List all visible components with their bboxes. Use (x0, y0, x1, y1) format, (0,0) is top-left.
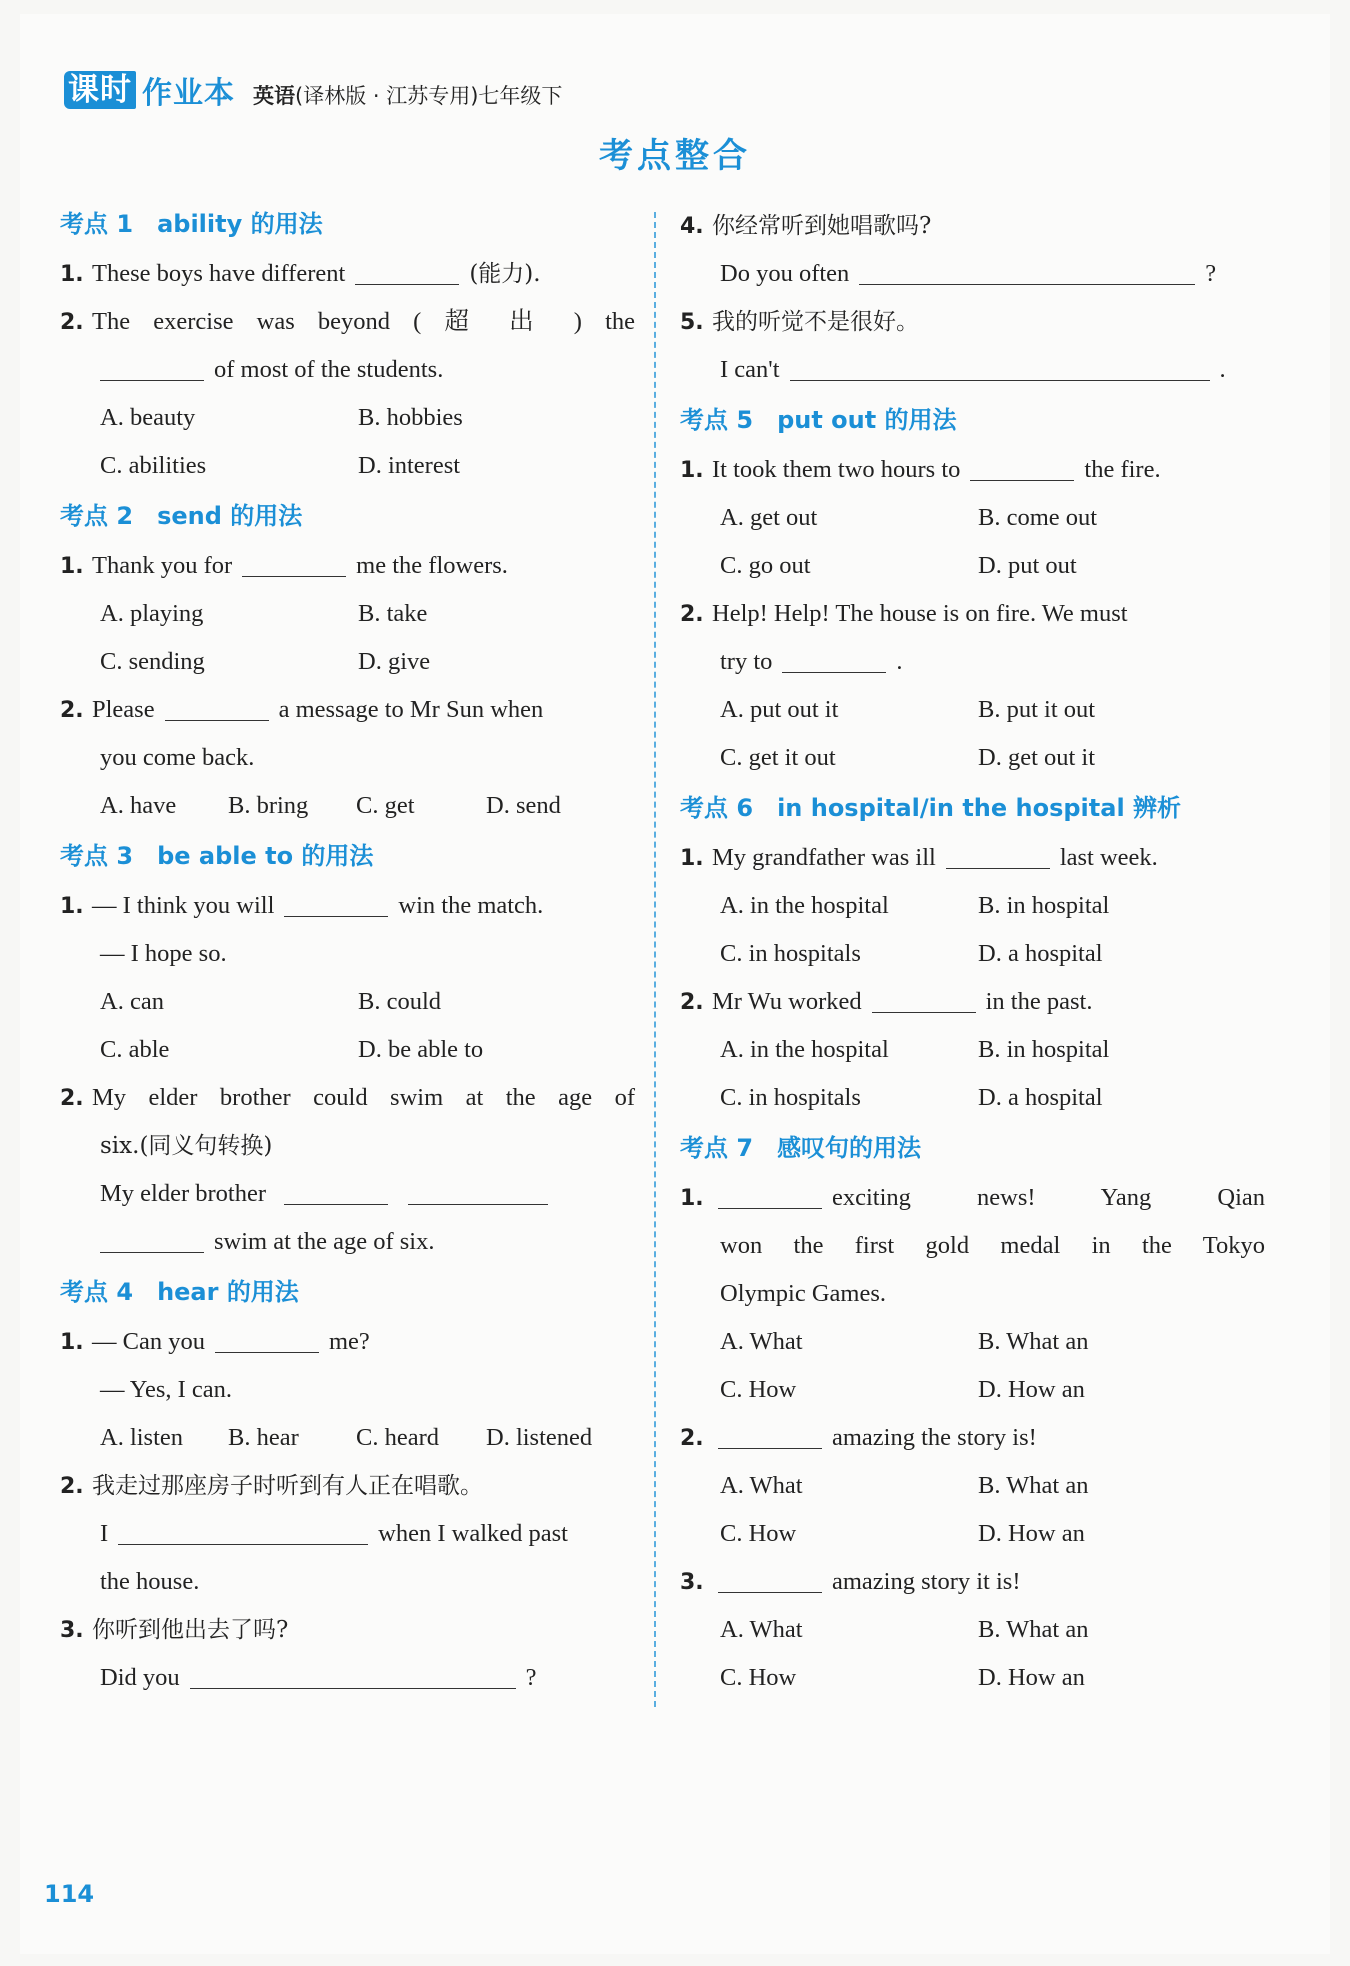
question-text: Did you (100, 1664, 180, 1691)
question-text: Olympic Games. (720, 1280, 887, 1307)
options (60, 978, 635, 1026)
question-line (680, 250, 1265, 298)
question (680, 298, 1265, 346)
option-d[interactable]: D. How an (978, 1376, 1085, 1403)
options (60, 1414, 635, 1462)
question-text: . (1219, 356, 1226, 383)
option-a[interactable]: A. put out it (720, 696, 839, 723)
option-d[interactable]: D. be able to (358, 1036, 484, 1063)
option-a[interactable]: A. What (720, 1616, 803, 1643)
question-text: — I hope so. (100, 940, 227, 967)
option-b[interactable]: B. put it out (978, 696, 1096, 723)
option-b[interactable]: B. What an (978, 1472, 1089, 1499)
book-logo (64, 68, 235, 112)
question-text: My elder brother could swim at the age of (92, 1084, 635, 1111)
question-text: six.(同义句转换) (100, 1133, 273, 1159)
question-text: amazing story it is! (832, 1568, 1021, 1595)
options (60, 638, 635, 686)
option-a[interactable]: A. have (100, 792, 177, 819)
question-text: Thank you for (92, 552, 233, 579)
question-number: 2. (60, 1086, 84, 1111)
option-c[interactable]: C. abilities (100, 452, 207, 479)
section-title: in hospital/in the hospital 辨析 (777, 794, 1182, 822)
option-d[interactable]: D. get out it (978, 744, 1096, 771)
option-b[interactable]: B. bring (228, 792, 309, 819)
question-line (60, 1558, 635, 1606)
question (60, 1074, 635, 1122)
section-title: be able to 的用法 (157, 842, 374, 870)
question (680, 590, 1265, 638)
section-label: 考点 5 (680, 406, 754, 434)
question-text: the house. (100, 1568, 200, 1595)
option-c[interactable]: C. get (356, 792, 415, 819)
question-text: I can't (720, 356, 780, 383)
answer-blank[interactable] (782, 642, 886, 673)
question (60, 542, 635, 590)
question-text: me? (328, 1328, 370, 1355)
option-d[interactable]: D. interest (358, 452, 461, 479)
question-text: 你经常听到她唱歌吗? (712, 213, 932, 239)
question (60, 686, 635, 734)
question-text: ? (525, 1664, 537, 1691)
question-number: 3. (680, 1570, 704, 1595)
option-d[interactable]: D. give (358, 648, 431, 675)
section-heading (680, 1122, 1265, 1174)
question-text: swim at the age of six. (214, 1228, 435, 1255)
question-number: 2. (680, 602, 704, 627)
question-number: 2. (680, 1426, 704, 1451)
option-a[interactable]: A. What (720, 1328, 803, 1355)
answer-blank[interactable] (718, 1418, 822, 1449)
question-text: My elder brother (100, 1180, 266, 1207)
question (60, 882, 635, 930)
question-number: 1. (60, 554, 84, 579)
question-text: won the first gold medal in the Tokyo (720, 1232, 1265, 1259)
answer-blank[interactable] (242, 546, 346, 577)
question-number: 5. (680, 310, 704, 335)
section-title: hear 的用法 (157, 1278, 299, 1306)
question-text: (能力). (469, 261, 541, 287)
option-b[interactable]: B. could (358, 988, 442, 1015)
option-a[interactable]: A. beauty (100, 404, 196, 431)
question-number: 1. (680, 846, 704, 871)
option-c[interactable]: C. in hospitals (720, 940, 861, 967)
option-d[interactable]: D. send (486, 792, 561, 819)
options (680, 1026, 1265, 1074)
question-number: 1. (680, 458, 704, 483)
question-text: Please (92, 696, 155, 723)
options (60, 590, 635, 638)
logo-zuoye: 作业本 (142, 76, 235, 111)
section-label: 考点 6 (680, 794, 754, 822)
question (680, 978, 1265, 1026)
options (680, 882, 1265, 930)
option-b[interactable]: B. hear (228, 1424, 299, 1451)
section-heading (60, 1266, 635, 1318)
question-text: in the past. (985, 988, 1093, 1015)
question-number: 2. (680, 990, 704, 1015)
right-column (680, 198, 1265, 1702)
answer-blank[interactable] (872, 982, 976, 1013)
option-b[interactable]: B. in hospital (978, 892, 1110, 919)
question-number: 2. (60, 698, 84, 723)
question-number: 1. (680, 1186, 704, 1211)
question (680, 834, 1265, 882)
question-text: amazing the story is! (832, 1424, 1037, 1451)
option-d[interactable]: D. a hospital (978, 940, 1103, 967)
question-line (680, 1270, 1265, 1318)
page-number: 114 (44, 1880, 95, 1908)
question (60, 250, 635, 298)
option-c[interactable]: C. go out (720, 552, 811, 579)
question-text: It took them two hours to (712, 456, 961, 483)
question (680, 446, 1265, 494)
question (680, 1174, 1265, 1222)
option-b[interactable]: B. come out (978, 504, 1098, 531)
answer-blank[interactable] (284, 1174, 388, 1205)
question-text: 我走过那座房子时听到有人正在唱歌。 (92, 1473, 483, 1499)
option-a[interactable]: A. get out (720, 504, 818, 531)
options (680, 686, 1265, 734)
question-text: exciting news! Yang Qian (832, 1184, 1265, 1211)
question-line (60, 930, 635, 978)
question-text: ? (1205, 260, 1217, 287)
section-title: put out 的用法 (777, 406, 957, 434)
option-c[interactable]: C. get it out (720, 744, 836, 771)
option-a[interactable]: A. playing (100, 600, 204, 627)
left-column (60, 198, 635, 1702)
answer-blank[interactable] (215, 1322, 319, 1353)
question-line (60, 1170, 635, 1218)
answer-blank[interactable] (118, 1514, 368, 1545)
option-d[interactable]: D. How an (978, 1520, 1085, 1547)
section-label: 考点 3 (60, 842, 134, 870)
question-text: I (100, 1520, 109, 1547)
question-line (60, 1654, 635, 1702)
question-text: . (896, 648, 903, 675)
question-text: 你听到他出去了吗? (92, 1617, 289, 1643)
section-label: 考点 4 (60, 1278, 134, 1306)
section-heading (60, 830, 635, 882)
section-heading (680, 782, 1265, 834)
option-b[interactable]: B. What an (978, 1616, 1089, 1643)
option-d[interactable]: D. listened (486, 1424, 593, 1451)
options (680, 542, 1265, 590)
answer-blank[interactable] (100, 350, 204, 381)
question-line (60, 1510, 635, 1558)
question-text: — I think you will (92, 892, 275, 919)
question-number: 4. (680, 214, 704, 239)
question-number: 1. (60, 894, 84, 919)
options (680, 930, 1265, 978)
question-text: try to (720, 648, 773, 675)
options (60, 394, 635, 442)
options (680, 1462, 1265, 1510)
answer-blank[interactable] (946, 838, 1050, 869)
question-text: Do you often (720, 260, 850, 287)
question-line (680, 638, 1265, 686)
options (60, 782, 635, 830)
subject (253, 80, 562, 112)
question-text: 我的听觉不是很好。 (712, 309, 919, 335)
options (680, 1510, 1265, 1558)
option-c[interactable]: C. heard (356, 1424, 439, 1451)
question-line (60, 346, 635, 394)
option-c[interactable]: C. How (720, 1376, 797, 1403)
option-c[interactable]: C. sending (100, 648, 205, 675)
answer-blank[interactable] (355, 254, 459, 285)
question (60, 1606, 635, 1654)
question-text: you come back. (100, 744, 255, 771)
question (680, 1558, 1265, 1606)
question-text: — Can you (92, 1328, 205, 1355)
option-c[interactable]: C. How (720, 1520, 797, 1547)
question-number: 2. (60, 310, 84, 335)
option-a[interactable]: A. What (720, 1472, 803, 1499)
options (680, 734, 1265, 782)
answer-blank[interactable] (970, 450, 1074, 481)
options (680, 1074, 1265, 1122)
logo-ke: 课时 (64, 71, 136, 109)
answer-blank[interactable] (718, 1178, 822, 1209)
section-label: 考点 1 (60, 210, 134, 238)
question-text: of most of the students. (214, 356, 444, 383)
question (60, 1318, 635, 1366)
question-text: win the match. (398, 892, 544, 919)
question-text: last week. (1059, 844, 1158, 871)
options (60, 1026, 635, 1074)
question-text: when I walked past (378, 1520, 568, 1547)
section-heading (60, 490, 635, 542)
answer-blank[interactable] (190, 1658, 516, 1689)
question-text: a message to Mr Sun when (278, 696, 544, 723)
question (680, 1414, 1265, 1462)
question-text: — Yes, I can. (100, 1376, 233, 1403)
section-title: ability 的用法 (157, 210, 323, 238)
question-text: the fire. (1084, 456, 1161, 483)
answer-blank[interactable] (284, 886, 388, 917)
options (680, 1654, 1265, 1702)
answer-blank[interactable] (408, 1174, 548, 1205)
option-a[interactable]: A. in the hospital (720, 892, 889, 919)
option-a[interactable]: A. listen (100, 1424, 184, 1451)
options (60, 442, 635, 490)
question-text: These boys have different (92, 260, 346, 287)
option-b[interactable]: B. What an (978, 1328, 1089, 1355)
subject-main: 英语 (253, 84, 295, 108)
options (680, 1318, 1265, 1366)
question-number: 1. (60, 262, 84, 287)
question-number: 3. (60, 1618, 84, 1643)
option-b[interactable]: B. in hospital (978, 1036, 1110, 1063)
option-b[interactable]: B. hobbies (358, 404, 463, 431)
question (60, 1462, 635, 1510)
question-line (60, 1122, 635, 1170)
header (64, 62, 562, 112)
option-d[interactable]: D. How an (978, 1664, 1085, 1691)
question-line (60, 1366, 635, 1414)
option-b[interactable]: B. take (358, 600, 428, 627)
answer-blank[interactable] (859, 254, 1195, 285)
question (60, 298, 635, 346)
question-line (680, 1222, 1265, 1270)
question-line (60, 734, 635, 782)
section-label: 考点 2 (60, 502, 134, 530)
section-label: 考点 7 (680, 1134, 754, 1162)
options (680, 1606, 1265, 1654)
answer-blank[interactable] (790, 350, 1210, 381)
question-text: me the flowers. (356, 552, 508, 579)
question-text: Mr Wu worked (712, 988, 862, 1015)
answer-blank[interactable] (718, 1562, 822, 1593)
section-title: send 的用法 (157, 502, 303, 530)
option-d[interactable]: D. put out (978, 552, 1077, 579)
option-a[interactable]: A. in the hospital (720, 1036, 889, 1063)
question-number: 2. (60, 1474, 84, 1499)
section-heading (680, 394, 1265, 446)
option-c[interactable]: C. How (720, 1664, 797, 1691)
question-line (60, 1218, 635, 1266)
question-text: Help! Help! The house is on fire. We must (712, 600, 1128, 627)
page-title: 考点整合 (599, 136, 751, 176)
answer-blank[interactable] (100, 1222, 204, 1253)
subject-edition: (译林版 · 江苏专用)七年级下 (295, 84, 563, 108)
option-c[interactable]: C. able (100, 1036, 170, 1063)
column-divider (654, 212, 656, 1707)
option-c[interactable]: C. in hospitals (720, 1084, 861, 1111)
options (680, 1366, 1265, 1414)
answer-blank[interactable] (165, 690, 269, 721)
options (680, 494, 1265, 542)
section-title: 感叹句的用法 (777, 1134, 922, 1162)
option-d[interactable]: D. a hospital (978, 1084, 1103, 1111)
question-text: My grandfather was ill (712, 844, 936, 871)
question-line (680, 346, 1265, 394)
section-heading (60, 198, 635, 250)
question-number: 1. (60, 1330, 84, 1355)
question (680, 202, 1265, 250)
option-a[interactable]: A. can (100, 988, 164, 1015)
question-text: The exercise was beyond ( 超 出 ) the (92, 308, 635, 335)
